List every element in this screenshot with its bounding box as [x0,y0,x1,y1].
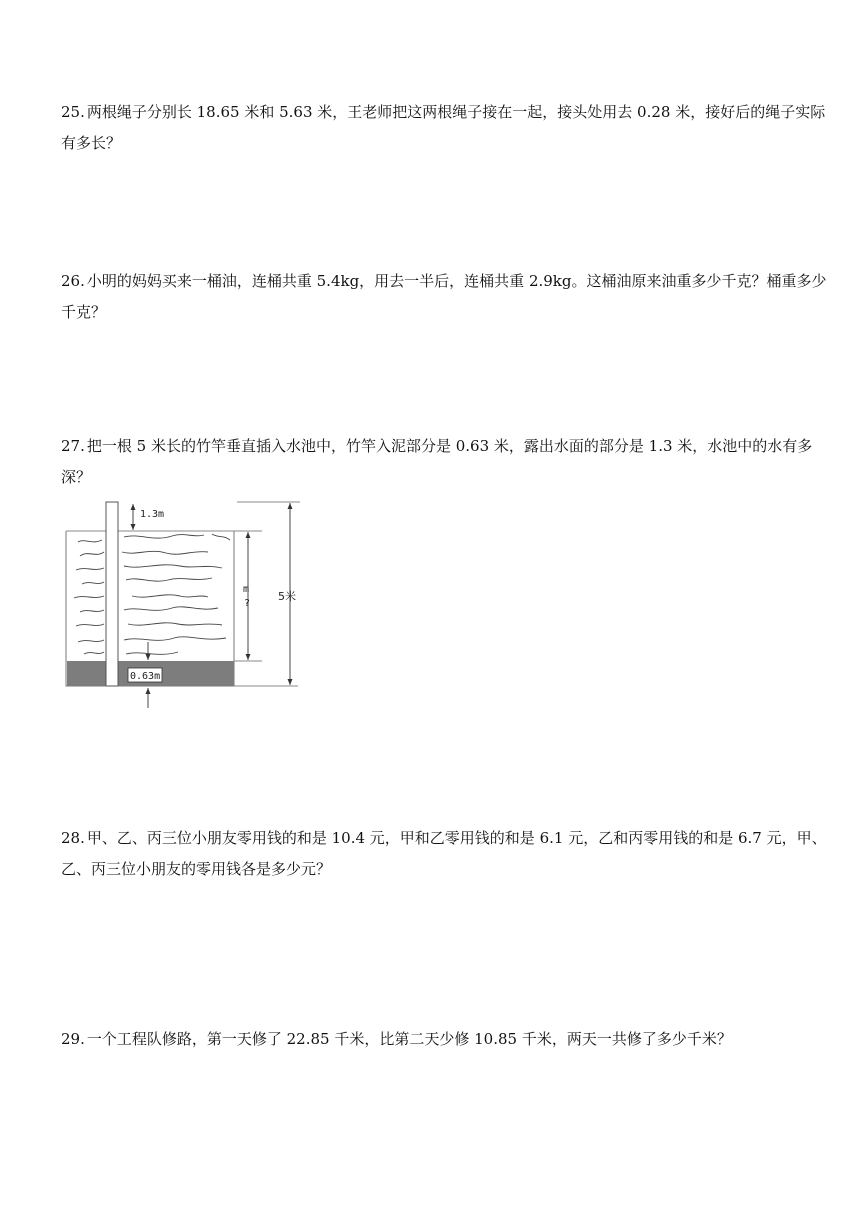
question-29 [61,1024,833,1055]
question-text: 两根绳子分别长 18.65 米和 5.63 米，王老师把这两根绳子接在一起，接头处用去 0.28 米，接好后的绳子实际有多长？ [61,103,826,152]
bamboo-pole [106,502,118,686]
question-number: 28. [61,829,85,847]
question-number: 27. [61,437,85,455]
question-text: 把一根 5 米长的竹竿垂直插入水池中，竹竿入泥部分是 0.63 米，露出水面的部分是 1.3 米，水池中的水有多深？ [61,437,813,486]
question-25 [61,97,833,159]
question-27 [61,431,833,493]
label-total-length: 5米 [278,590,296,603]
label-depth-unknown: ? [244,598,251,609]
question-text: 小明的妈妈买来一桶油，连桶共重 5.4kg，用去一半后，连桶共重 2.9kg。这桶油原来油重多少千克？桶重多少千克？ [61,272,827,321]
water-waves [74,534,230,654]
question-28 [61,823,833,885]
question-number: 29. [61,1030,85,1048]
pool-diagram [62,500,312,710]
question-number: 25. [61,103,85,121]
question-text: 一个工程队修路，第一天修了 22.85 千米，比第二天少修 10.85 千米，两天一共修了多少千米？ [86,1030,732,1048]
label-top-height: 1.3m [140,509,165,520]
label-mud-depth: 0.63m [130,671,161,682]
question-text: 甲、乙、丙三位小朋友零用钱的和是 10.4 元，甲和乙零用钱的和是 6.1 元，乙和丙零用钱的和是 6.7 元，甲、乙、丙三位小朋友的零用钱各是多少元？ [61,829,827,878]
label-depth-unit: m [243,584,250,595]
question-number: 26. [61,272,85,290]
question-26 [61,266,833,328]
